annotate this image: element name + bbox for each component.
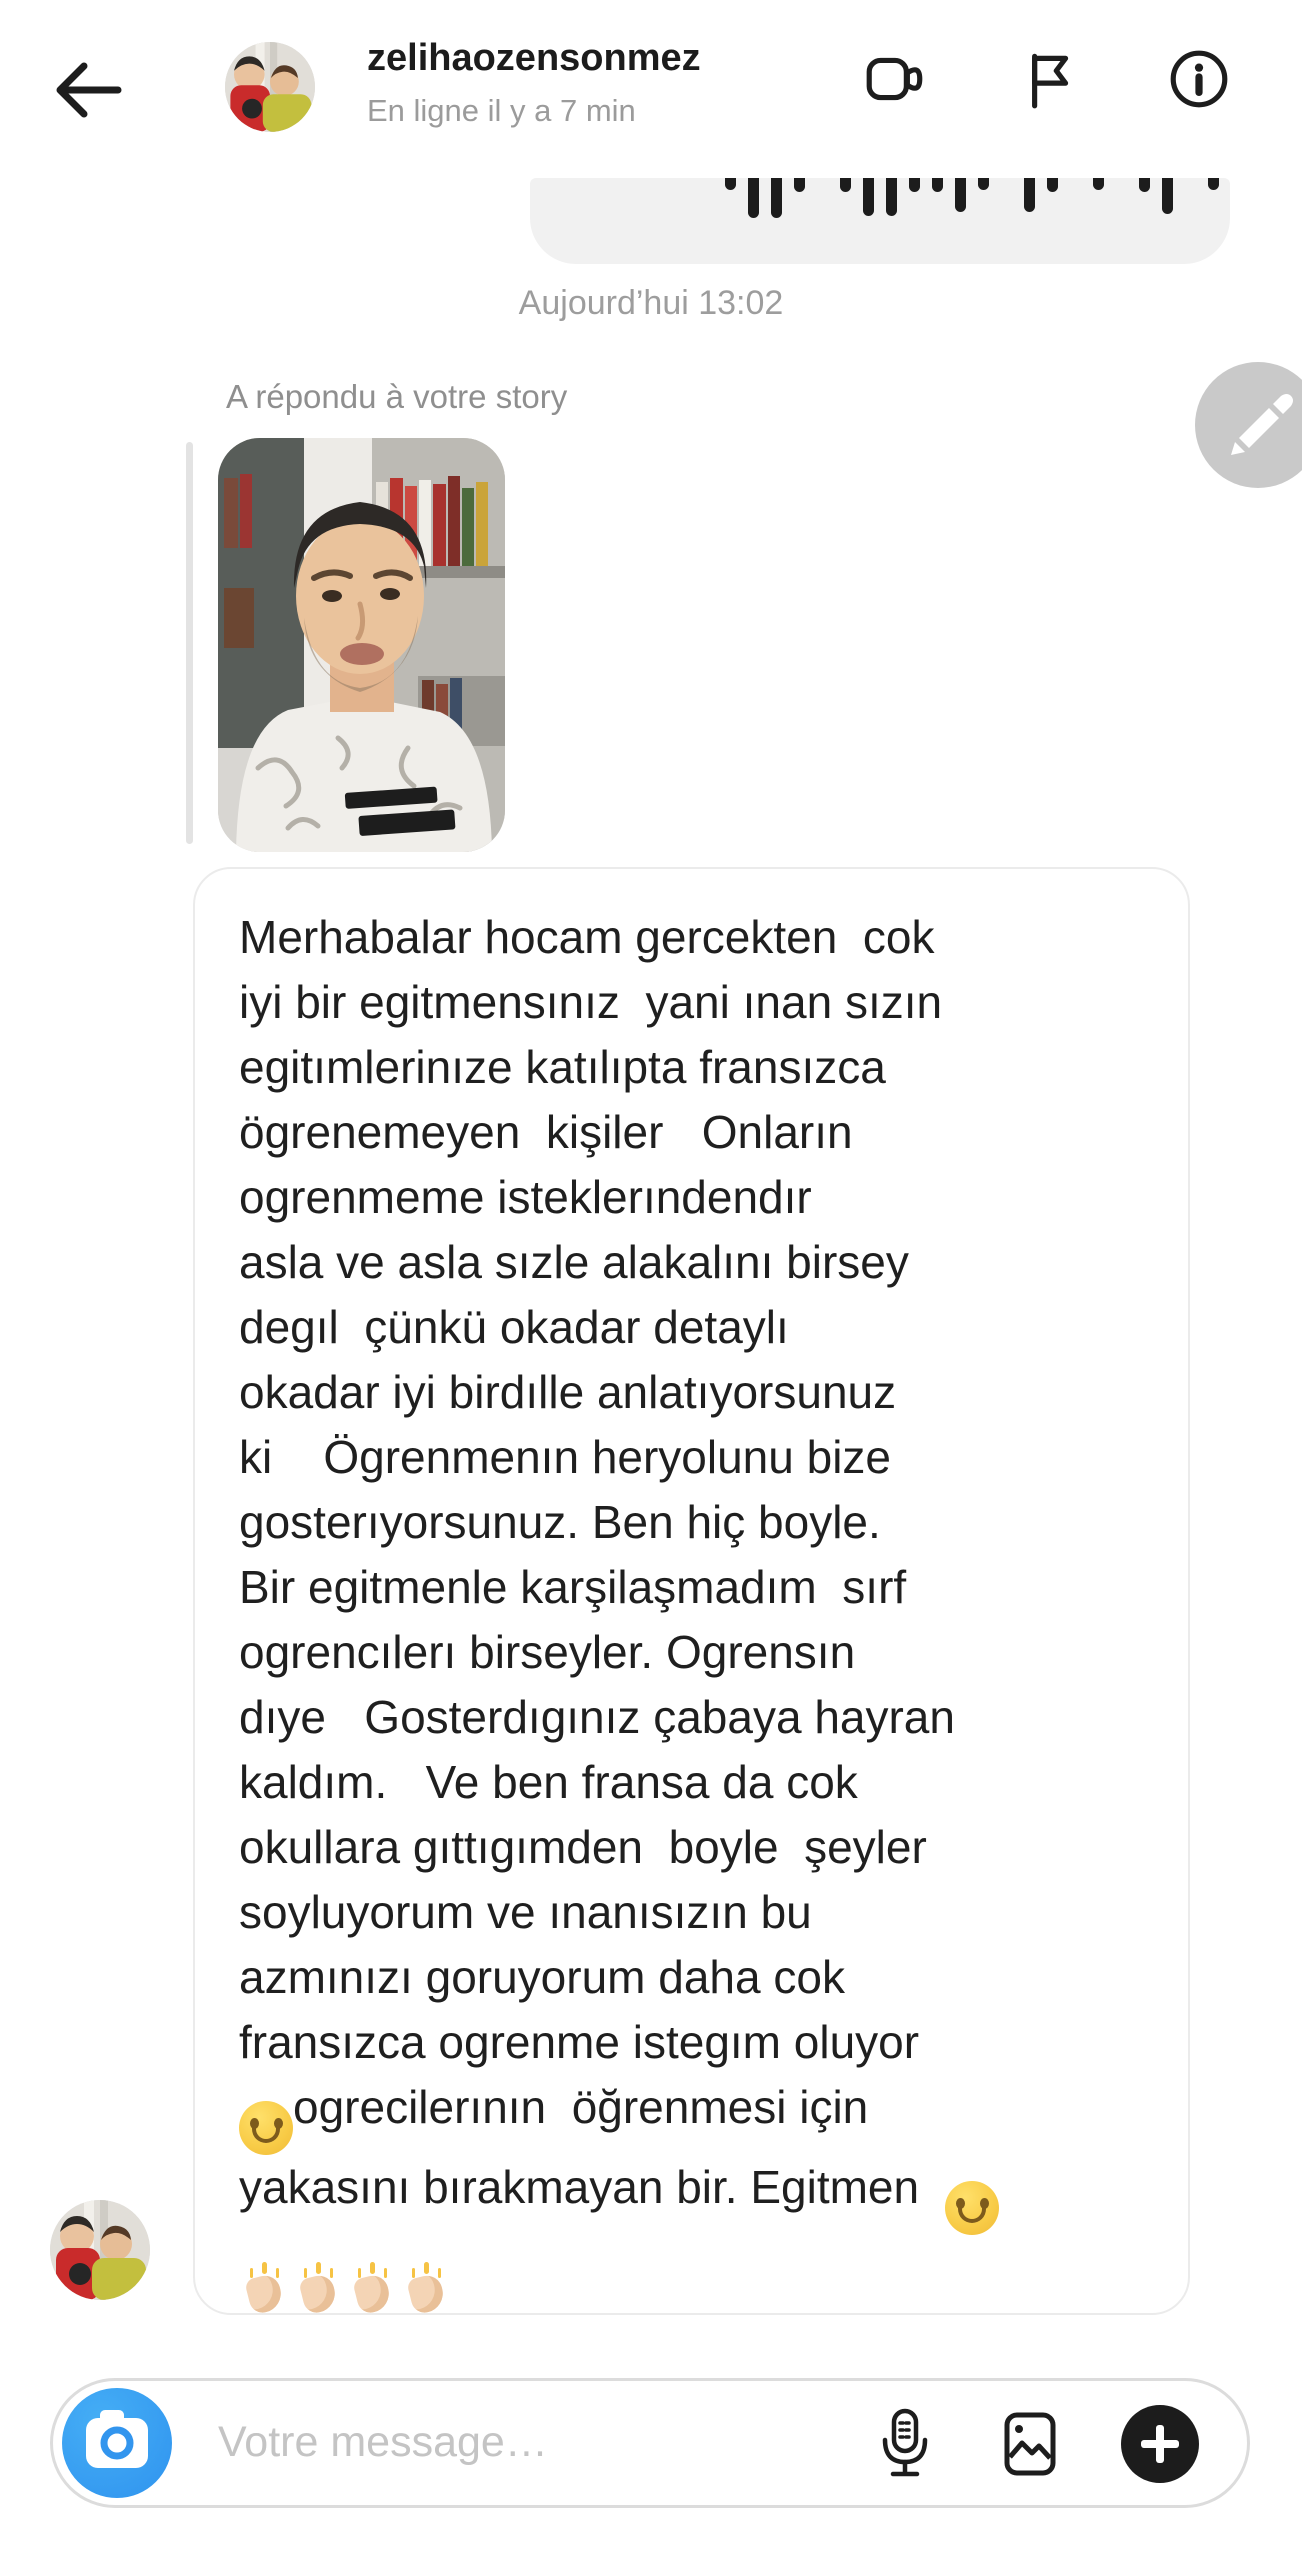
- clapping-hands-emoji: [347, 2261, 401, 2315]
- clapping-hands-emoji: [401, 2261, 455, 2315]
- waveform-bar: [748, 178, 759, 218]
- message-line: soyluyorum ve ınanısızın bu: [239, 1886, 812, 1938]
- plus-button[interactable]: [1121, 2405, 1199, 2483]
- waveform-bar: [978, 178, 989, 190]
- message-line: Bir egitmenle karşilaşmadım sırf: [239, 1561, 907, 1613]
- story-reply-label: A répondu à votre story: [226, 378, 568, 415]
- waveform-bar: [725, 178, 736, 190]
- info-icon[interactable]: [1166, 46, 1232, 112]
- waveform-bar: [1047, 178, 1058, 192]
- gallery-icon[interactable]: [1002, 2410, 1058, 2478]
- clapping-hands-emoji: [293, 2261, 347, 2315]
- message-line: kaldım. Ve ben fransa da cok: [239, 1756, 858, 1808]
- smiling-face-emoji: [945, 2181, 999, 2235]
- waveform-bar: [1024, 178, 1035, 212]
- message-line: asla ve asla sızle alakalını birsey: [239, 1236, 909, 1288]
- waveform-bar: [886, 178, 897, 216]
- message-line: Merhabalar hocam gercekten cok: [239, 911, 935, 963]
- waveform-bar: [840, 178, 851, 192]
- message-line: ki Ögrenmenın heryolunu bize: [239, 1431, 892, 1483]
- waveform-bar: [794, 178, 805, 192]
- message-line: degıl çünkü okadar detaylı: [239, 1301, 789, 1353]
- conversation-header: [0, 0, 1302, 150]
- message-line: ogrecilerının öğrenmesi için: [239, 2075, 1144, 2155]
- message-text: [239, 905, 1144, 2315]
- clapping-hands-emoji: [239, 2261, 293, 2315]
- camera-button[interactable]: [62, 2388, 172, 2498]
- message-input[interactable]: Votre message…: [218, 2418, 548, 2466]
- message-line: yakasını bırakmayan bir. Egitmen: [239, 2155, 1144, 2235]
- message-line: [239, 2235, 1144, 2315]
- voice-waveform: [725, 178, 1230, 218]
- waveform-bar: [863, 178, 874, 216]
- avatar[interactable]: [225, 42, 315, 132]
- video-call-icon[interactable]: [862, 46, 928, 112]
- camera-icon: [86, 2410, 148, 2468]
- smiling-face-emoji: [239, 2101, 293, 2155]
- back-arrow-icon[interactable]: [48, 50, 128, 130]
- waveform-bar: [771, 178, 782, 218]
- message-line: fransızca ogrenme istegım oluyor: [239, 2016, 920, 2068]
- flag-icon[interactable]: [1014, 46, 1080, 112]
- message-line: ögrenemeyen kişiler Onların: [239, 1106, 853, 1158]
- message-line: ogrenmeme isteklerındendır: [239, 1171, 812, 1223]
- message-line: ogrencılerı birseyler. Ogrensın: [239, 1626, 856, 1678]
- voice-message-bubble[interactable]: [530, 178, 1230, 264]
- message-line: azmınızı goruyorum daha cok: [239, 1951, 845, 2003]
- message-line: gosterıyorsunuz. Ben hiç boyle.: [239, 1496, 881, 1548]
- avatar[interactable]: [50, 2200, 150, 2300]
- story-reply-line: [186, 442, 193, 844]
- waveform-bar: [1093, 178, 1104, 190]
- online-status: En ligne il y a 7 min: [367, 93, 636, 128]
- waveform-bar: [1139, 178, 1150, 192]
- waveform-bar: [932, 178, 943, 192]
- waveform-bar: [955, 178, 966, 212]
- waveform-bar: [1208, 178, 1219, 190]
- username[interactable]: zelihaozensonmez: [367, 37, 701, 79]
- waveform-bar: [909, 178, 920, 192]
- message-line: dıye Gosterdıgınız çabaya hayran: [239, 1691, 955, 1743]
- microphone-icon[interactable]: [878, 2408, 932, 2480]
- message-line: okadar iyi birdılle anlatıyorsunuz: [239, 1366, 897, 1418]
- message-line: egitımlerinıze katılıpta fransızca: [239, 1041, 886, 1093]
- pencil-icon: [1231, 394, 1293, 455]
- story-image[interactable]: [218, 438, 505, 852]
- edit-story-reply-button[interactable]: [1195, 362, 1302, 488]
- message-line: okullara gıttıgımden boyle şeyler: [239, 1821, 927, 1873]
- date-separator: Aujourd’hui 13:02: [518, 284, 784, 322]
- message-bubble[interactable]: [193, 867, 1190, 2315]
- message-line: iyi bir egitmensınız yani ınan sızın: [239, 976, 943, 1028]
- waveform-bar: [1162, 178, 1173, 214]
